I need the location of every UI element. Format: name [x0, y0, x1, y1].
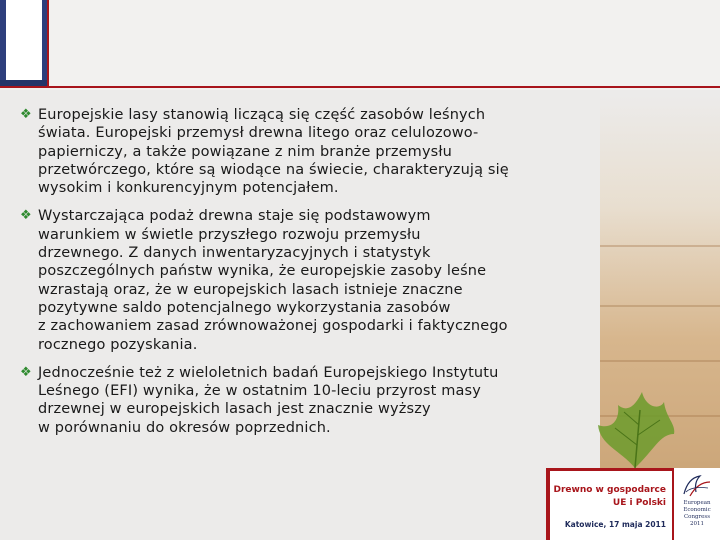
header-red-vertical-line: [47, 0, 49, 86]
checkmark-diamond-icon: ❖: [20, 208, 32, 224]
checkmark-diamond-icon: ❖: [20, 364, 32, 380]
bullet-item: [20, 364, 630, 437]
footer-date: Katowice, 17 maja 2011: [564, 520, 666, 529]
header-left-bar-inner: [6, 0, 42, 80]
bullet-text: Wystarczająca podaż drewna staje się podstawowym warunkiem w świetle przyszłego rozwoju przemysłu drzewnego. Z danych inwentaryzacyjnych i statystyk poszczególnych państw wynika, że europejskie zasoby leśne wzrastają oraz, że w europejskich lasach istnieje znaczne pozytywne saldo potencjalnego wykorzystania zasobów z zachowaniem zasad zrównoważonej gospodarki i faktycznego rocznego pozyskania.: [38, 208, 508, 353]
header-left-bar: [0, 0, 47, 86]
header-red-line: [0, 86, 720, 88]
checkmark-diamond-icon: ❖: [20, 107, 32, 122]
bullet-text: Europejskie lasy stanowią liczącą się część zasobów leśnych świata. Europejski przemysł drewna litego oraz celulozowo- papierniczy, a także powiązane z nim branże przemysłu przetwórczego, które są wiodące na świecie, charakteryzują się wysokim i konkurencyjnym potencjałem.: [38, 107, 509, 197]
header-band: [0, 0, 720, 90]
bullet-item: [20, 207, 630, 353]
footer-red-top-line: [546, 468, 674, 471]
bullet-text: Jednocześnie też z wieloletnich badań Europejskiego Instytutu Leśnego (EFI) wynika, że w ostatnim 10-leciu przyrost masy drzewnej w europejskich lasach jest znacznie wyższy w porównaniu do okresów poprzednich.: [38, 364, 499, 436]
footer-red-separator: [672, 468, 674, 540]
bullet-list: [20, 106, 630, 447]
bullet-item: [20, 106, 630, 197]
eec-label: European Economic Congress 2011: [683, 500, 711, 527]
footer-title: Drewno w gospodarce UE i Polski: [553, 485, 666, 508]
